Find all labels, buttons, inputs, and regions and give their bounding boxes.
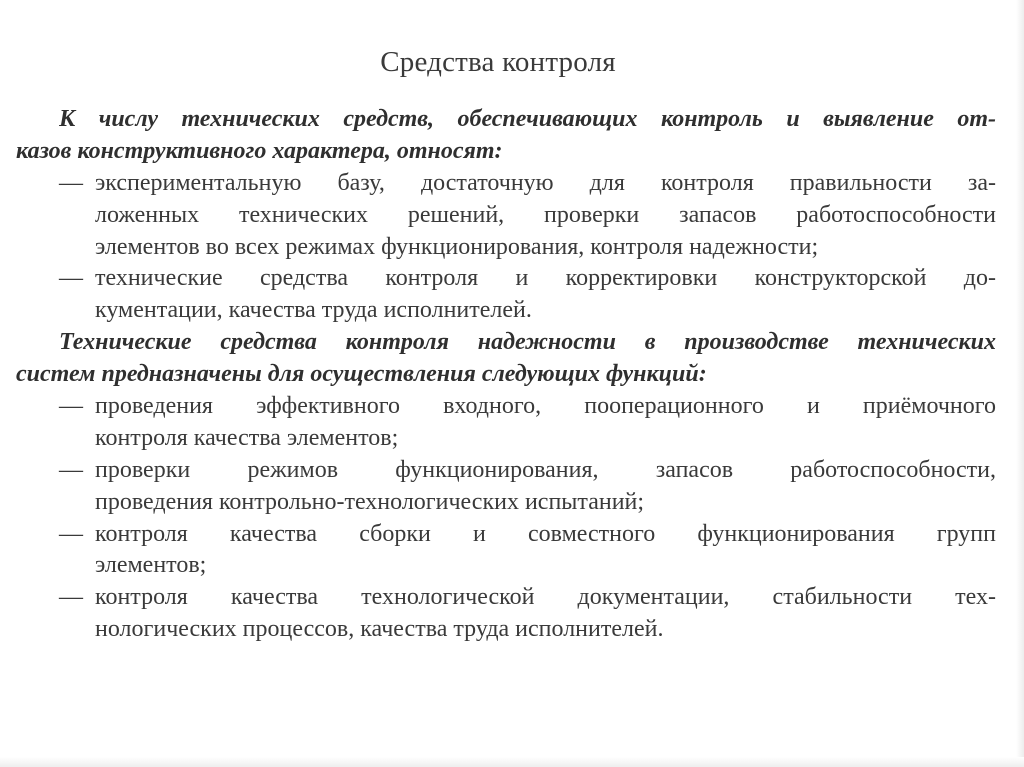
page-bottom-shadow (0, 757, 1024, 767)
list-item-text: элементов во всех режимах функционирования, контроля надежности; (95, 233, 819, 260)
list-item-text: проведения контрольно-технологических испытаний; (95, 488, 645, 515)
intro-text: Технические средства контроля надежности в производстве технических (59, 329, 996, 356)
page-title: Средства контроля (380, 46, 616, 78)
list-item (16, 519, 996, 551)
list-item-continuation (16, 614, 996, 646)
bullet-dash: — (59, 393, 83, 420)
list-item-text: технические средства контроля и корректировки конструкторской до- (95, 265, 996, 292)
list-item-text: проведения эффективного входного, пооперационного и приёмочного (95, 393, 996, 420)
list-item-continuation (16, 487, 996, 519)
bullet-dash: — (59, 265, 83, 292)
bullet-dash: — (59, 169, 83, 196)
bullet-dash: — (59, 456, 83, 483)
list-item-continuation (16, 550, 996, 582)
list-item-text: контроля качества элементов; (95, 424, 399, 451)
list-item-text: контроля качества технологической документации, стабильности тех- (95, 584, 996, 611)
list-item-text: проверки режимов функционирования, запасов работоспособности, (95, 456, 996, 483)
list-item-text: ложенных технических решений, проверки запасов работоспособности (95, 201, 996, 228)
bullet-dash: — (59, 584, 83, 611)
intro-text: систем предназначены для осуществления следующих функций: (16, 361, 707, 388)
list-item-text: кументации, качества труда исполнителей. (95, 297, 532, 324)
list-item (16, 168, 996, 200)
list-item-continuation (16, 423, 996, 455)
list-item (16, 582, 996, 614)
list-item-continuation (16, 295, 996, 327)
intro-paragraph-line (16, 136, 996, 168)
intro-paragraph-line (16, 327, 996, 359)
list-item-text: элементов; (95, 552, 207, 579)
list-item (16, 263, 996, 295)
list-item-text: нологических процессов, качества труда исполнителей. (95, 616, 664, 643)
list-item (16, 391, 996, 423)
list-item (16, 455, 996, 487)
intro-paragraph-line (16, 104, 996, 136)
intro-paragraph-line (16, 359, 996, 391)
intro-text: казов конструктивного характера, относят: (16, 137, 503, 164)
list-item-continuation (16, 232, 996, 264)
list-item-text: контроля качества сборки и совместного функционирования групп (95, 520, 996, 547)
bullet-dash: — (59, 520, 83, 547)
list-item-text: экспериментальную базу, достаточную для контроля правильности за- (95, 169, 996, 196)
document-body (16, 104, 996, 646)
intro-text: К числу технических средств, обеспечивающих контроль и выявление от- (59, 106, 996, 132)
page-edge-shadow (1016, 0, 1024, 767)
list-item-continuation (16, 200, 996, 232)
